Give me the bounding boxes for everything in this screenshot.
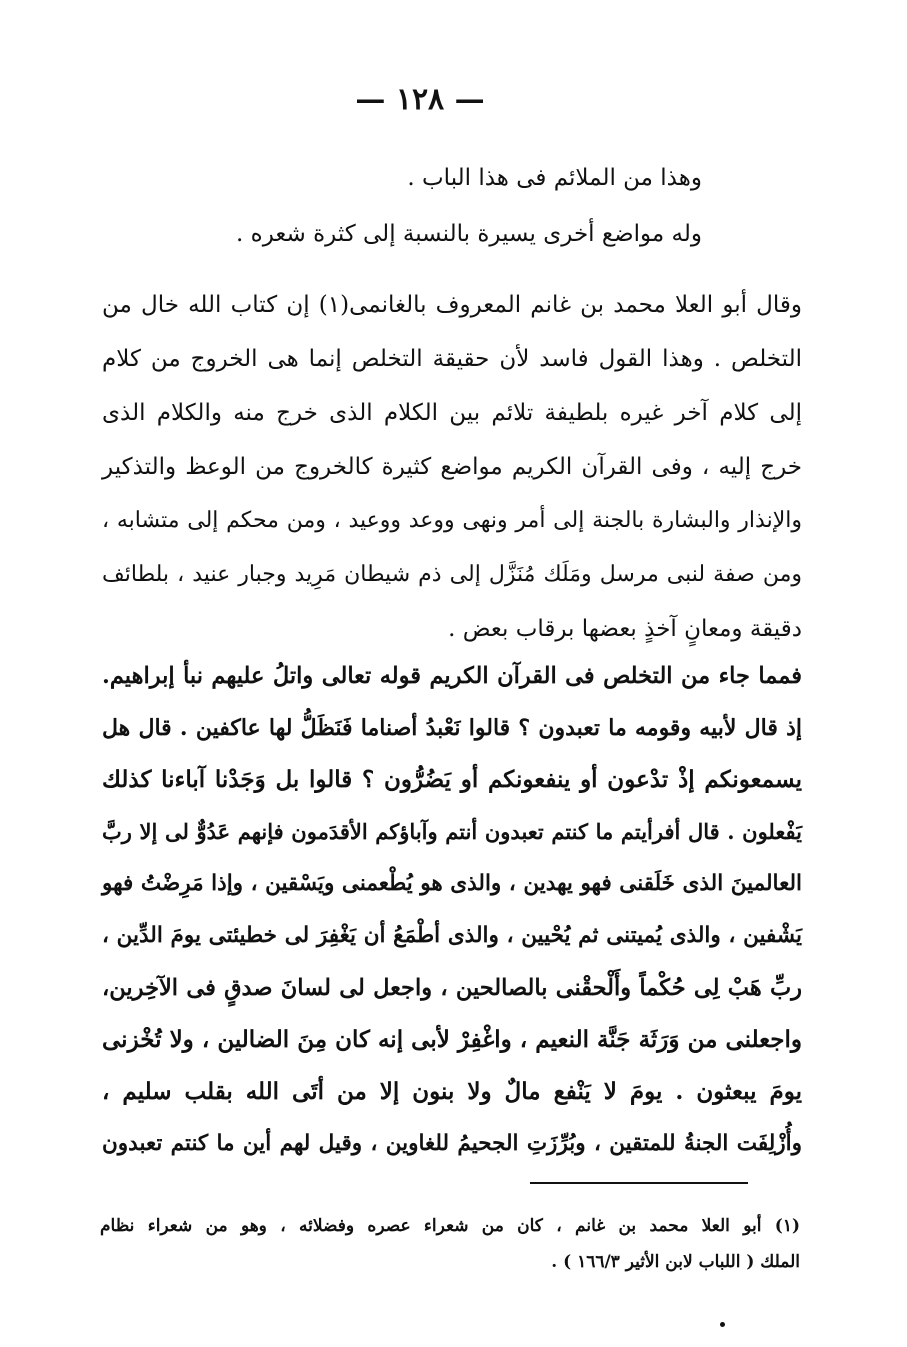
page-number: — ١٢٨ —	[355, 82, 485, 117]
text-line: يومَ يبعثون . يومَ لا يَنْفع مالٌ ولا بنون إلا من أتَى الله بقلب سليم ،	[102, 1078, 802, 1105]
text-line: والإنذار والبشارة بالجنة إلى أمر ونهى ووعد ووعيد ، ومن محكم إلى متشابه ،	[102, 508, 802, 533]
text-line: وهذا من الملائم فى هذا الباب .	[407, 165, 702, 191]
text-line: ومن صفة لنبى مرسل ومَلَك مُنَزَّل إلى ذم شيطان مَرِيد وجبار عنيد ، بلطائف	[102, 562, 802, 587]
print-speck	[720, 1322, 725, 1327]
text-line: ربِّ هَبْ لِى حُكْماً وأَلْحقْنى بالصالحين ، واجعل لى لسانَ صدقٍ فى الآخِرين،	[102, 975, 802, 1001]
paragraph-1	[102, 278, 802, 656]
footnote-line: (١) أبو العلا محمد بن غانم ، كان من شعراء عصره وفضلائه ، وهو من شعراء نظام	[100, 1216, 800, 1236]
paragraph-2	[102, 650, 802, 1170]
text-line: يسمعونكم إذْ تدْعون أو ينفعونكم أو يَضُرُّون ؟ قالوا بل وَجَدْنا آباءنا كذلك	[102, 766, 802, 793]
text-line: التخلص . وهذا القول فاسد لأن حقيقة التخلص إنما هى الخروج من كلام	[102, 346, 802, 372]
text-line: إذ قال لأبيه وقومه ما تعبدون ؟ قالوا نَعْبدُ أصناما فَنَظَلُّ لها عاكفين . قال هل	[102, 715, 802, 741]
text-line: يَفْعلون . قال أفرأيتم ما كنتم تعبدون أنتم وآباؤكم الأقدَمون فإنهم عَدُوٌّ لى إلا ربَّ	[102, 819, 802, 844]
text-line: خرج إليه ، وفى القرآن الكريم مواضع كثيرة كالخروج من الوعظ والتذكير	[102, 454, 802, 480]
footnote-line: الملك ( اللباب لابن الأثير ١٦٦/٣ ) .	[551, 1252, 800, 1272]
text-line: دقيقة ومعانٍ آخذٍ بعضها برقاب بعض .	[448, 616, 802, 642]
intro-lines	[142, 150, 702, 262]
text-line: وله مواضع أخرى يسيرة بالنسبة إلى كثرة شعره .	[236, 221, 702, 247]
text-line: يَشْفين ، والذى يُميتنى ثم يُحْيين ، والذى أطْمَعُ أن يَغْفِرَ لى خطيئتى يومَ الدِّين ،	[102, 923, 802, 948]
text-line: إلى كلام آخر غيره بلطيفة تلائم بين الكلام الذى خرج منه والكلام الذى	[102, 400, 802, 426]
text-line: العالمينَ الذى خَلَقنى فهو يهدين ، والذى هو يُطْعمنى ويَسْقين ، وإذا مَرِضْتُ فهو	[102, 871, 802, 896]
text-line: واجعلنى من وَرَثَة جَنَّة النعيم ، واغْفِرْ لأبى إنه كان مِنَ الضالين ، ولا تُخْزنى	[102, 1026, 802, 1053]
text-line: وأُزْلِفَت الجنةُ للمتقين ، وبُرِّزَتِ الجحيمُ للغاوين ، وقيل لهم أين ما كنتم تعبدون	[102, 1131, 802, 1156]
text-line: وقال أبو العلا محمد بن غانم المعروف بالغانمى(١) إن كتاب الله خال من	[102, 292, 803, 318]
footnote-separator	[530, 1182, 748, 1184]
footnote	[100, 1208, 800, 1280]
text-line: فمما جاء من التخلص فى القرآن الكريم قوله تعالى واتلُ عليهم نبأ إبراهيم.	[102, 663, 802, 689]
